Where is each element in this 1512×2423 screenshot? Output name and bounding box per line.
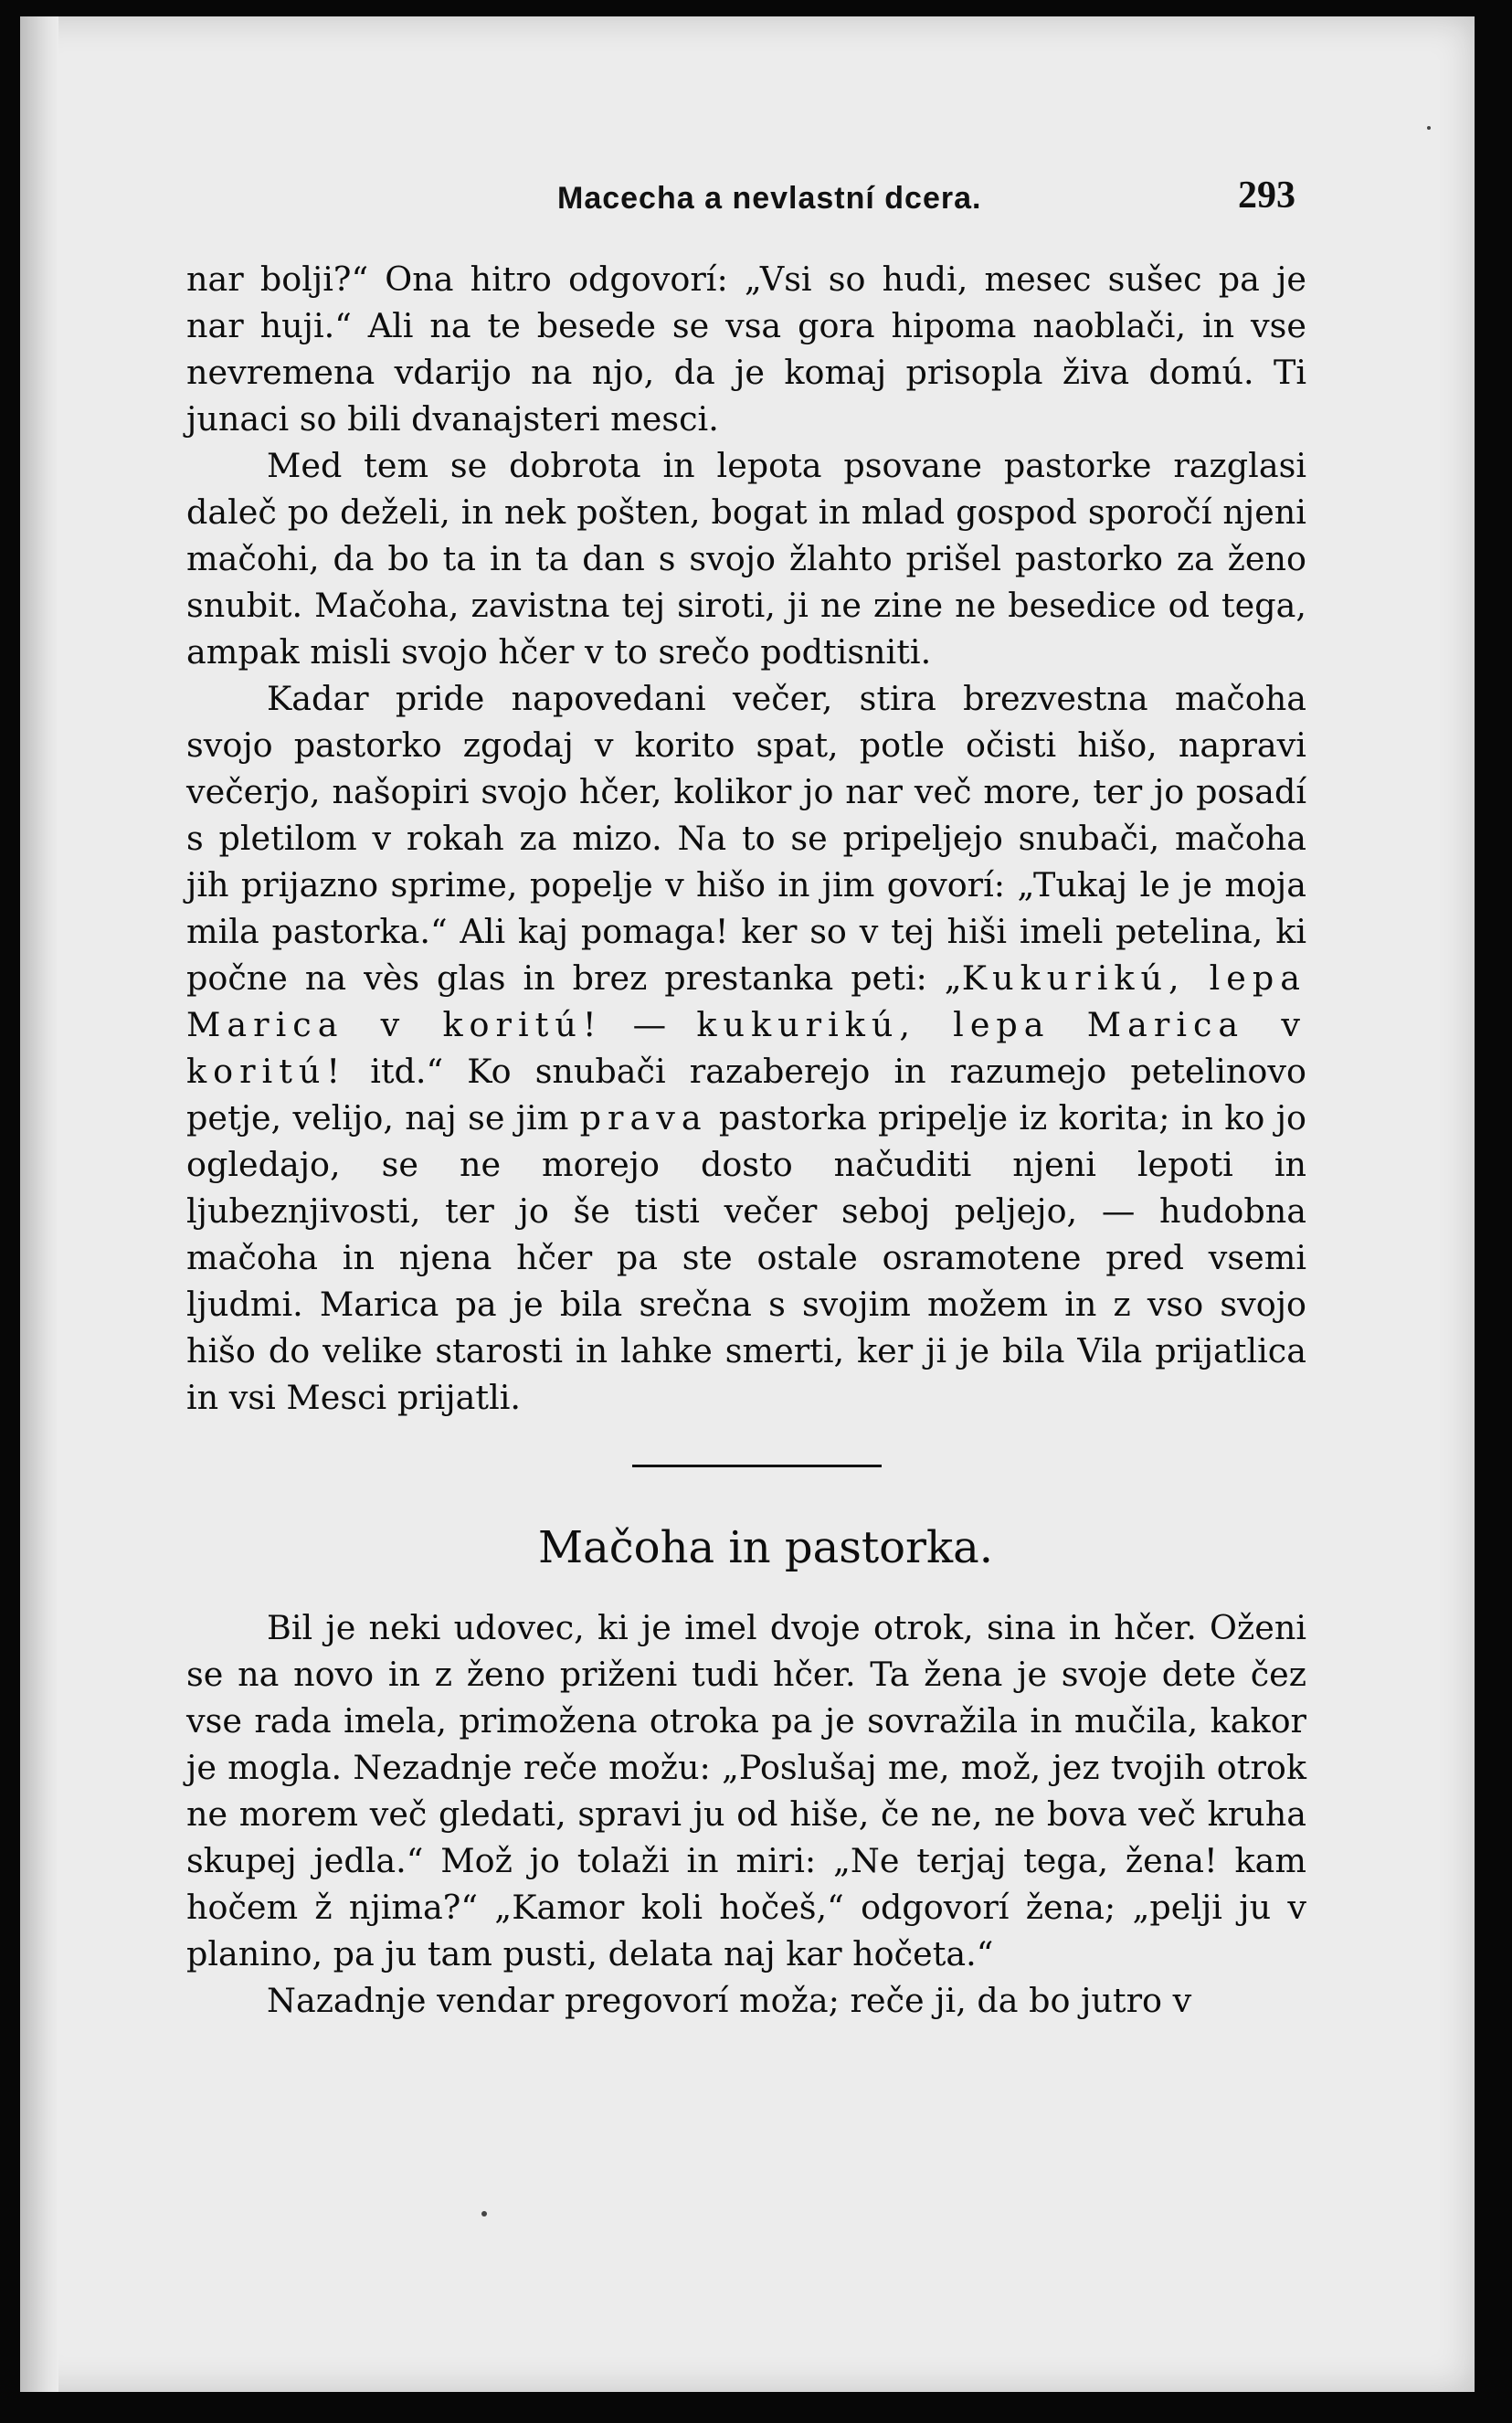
page-gutter-shadow [20, 16, 58, 2392]
running-header-title: Macecha a nevlastní dcera. [557, 181, 982, 216]
paragraph-text-part: pastorka pripelje iz korita; in ko jo ogledajo, se ne morejo dosto načuditi njeni lepoti in ljubeznjivosti, ter jo še tisti večer seboj peljejo, — hudobna mačoha in njena hčer pa ste ostale osramotene pred vsemi ljudmi. Marica pa je bila srečna s svojim možem in z vso svojo hišo do velike starosti in lahke smerti, ker ji je bila Vila prijatlica in vsi Mesci prijatli. [186, 1098, 1306, 1417]
emphasized-word-prava: prava [579, 1098, 708, 1137]
paragraph-text-part: Kadar pride napovedani večer, stira brezvestna mačoha svojo pastorko zgodaj v korito spat, potle očisti hišo, napravi večerjo, našopiri svojo hčer, kolikor jo nar več more, ter jo posadí s pletilom v rokah za mizo. Na to se pripeljejo snubači, mačoha jih prijazno sprime, popelje v hišo in jim govorí: „Tukaj le je moja mila pastorka.“ Ali kaj pomaga! ker so v tej hiši imeli petelina, ki počne na vès glas in brez prestanka peti: „ [186, 679, 1306, 998]
scan-speck [1427, 126, 1431, 130]
new-story-text [186, 1604, 1306, 2024]
paragraph-continued: nar bolji?“ Ona hitro odgovorí: „Vsi so hudi, mesec sušec pa je nar huji.“ Ali na te besede se vsa gora hipoma naoblači, in vse nevremena vdarijo na njo, da je komaj prisopla živa domú. Ti junaci so bili dvanajsteri mesci. [186, 259, 1306, 439]
scan-speck [481, 2211, 487, 2217]
dash-separator: — [602, 1005, 697, 1044]
paragraph-news-spreads: Med tem se dobrota in lepota psovane pastorke razglasi daleč po deželi, in nek pošten, bogat in mlad gospod sporočí njeni mačohi, da bo ta in ta dan s svojo žlahto prišel pastorko za ženo snubit. Mačoha, zavistna tej siroti, ji ne zine ne besedice od tega, ampak misli svojo hčer v to srečo podtisniti. [186, 446, 1306, 672]
section-divider-rule [632, 1465, 882, 1467]
section-title: Mačoha in pastorka. [538, 1522, 993, 1573]
paragraph-widower: Bil je neki udovec, ki je imel dvoje otrok, sina in hčer. Oženi se na novo in z ženo priženi tudi hčer. Ta žena je svoje dete čez vse rada imela, primožena otroka pa je sovražila in mučila, kakor je mogla. Nezadnje reče možu: „Poslušaj me, mož, jez tvojih otrok ne morem več gledati, spravi ju od hiše, če ne, ne bova več kruha skupej jedla.“ Mož jo tolaži in miri: „Ne terjaj tega, žena! kam hočem ž njima?“ „Kamor koli hočeš,“ odgovorí žena; „pelji ju v planino, pa ju tam pusti, delata naj kar hočeta.“ [186, 1608, 1306, 1973]
paragraph-persuades-husband: Nazadnje vendar pregovorí moža; reče ji, da bo jutro v [267, 1981, 1192, 2020]
rooster-cry-spaced: Kukurikú, lepa Marica v koritú! [186, 958, 1307, 1044]
paragraph-suitors-arrive [186, 675, 1306, 1421]
page-number: 293 [1238, 175, 1295, 217]
paragraph-text-part: itd.“ Ko snubači razaberejo in razumejo petelinovo petje, velijo, naj se jim [186, 1052, 1306, 1137]
rooster-cry-spaced-repeat: kukurikú, lepa Marica v koritú! [186, 1005, 1306, 1091]
book-page [20, 16, 1475, 2392]
story-continuation-text [186, 256, 1306, 1421]
